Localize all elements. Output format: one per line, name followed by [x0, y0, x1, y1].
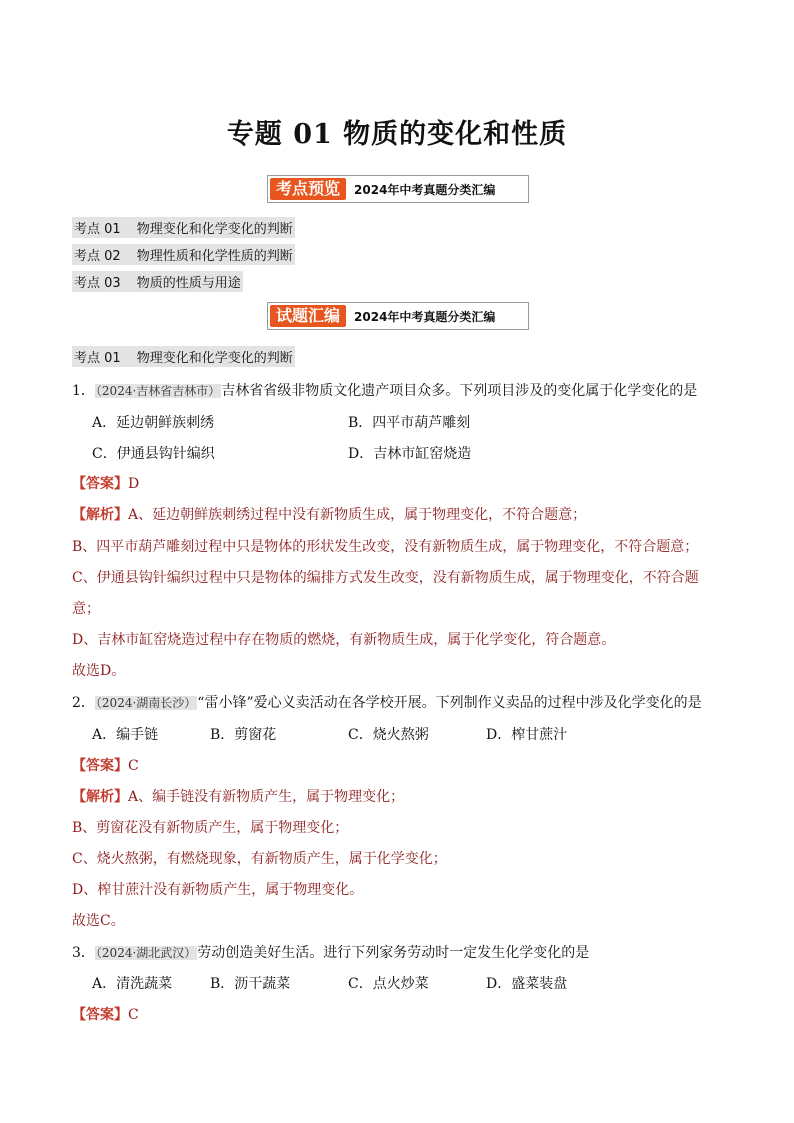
question-3-stem: 3．（2024·湖北武汉）劳动创造美好生活。进行下列家务劳动时一定发生化学变化的是	[72, 945, 590, 961]
answer: 【答案】D	[72, 476, 140, 492]
option: B．剪窗花	[210, 727, 277, 743]
section-heading: 考点 01 物理变化和化学变化的判断	[72, 346, 295, 367]
analysis-line: B、四平市葫芦雕刻过程中只是物体的形状发生改变，没有新物质生成，属于物理变化，不符合题意；	[72, 539, 699, 555]
page-title: 专题 01 物质的变化和性质	[226, 119, 568, 150]
analysis-line: 【解析】A、编手链没有新物质产生，属于物理变化；	[72, 789, 405, 805]
conclusion: 故选C。	[72, 913, 125, 929]
option: A．延边朝鲜族刺绣	[92, 415, 215, 431]
option: B．四平市葫芦雕刻	[348, 415, 471, 431]
answer: 【答案】C	[72, 1007, 139, 1023]
banner-subtitle: 2024年中考真题分类汇编	[354, 182, 496, 197]
question-1-stem: 1．（2024·吉林省吉林市）吉林省省级非物质文化遗产项目众多。下列项目涉及的变化属于化学变化的是	[72, 383, 698, 399]
banner-tag: 考点预览	[270, 178, 346, 200]
question-2-stem: 2．（2024·湖南长沙）“雷小锋”爱心义卖活动在各学校开展。下列制作义卖品的过程中涉及化学变化的是	[72, 695, 702, 711]
preview-banner	[267, 175, 529, 203]
conclusion: 故选D。	[72, 663, 126, 679]
option: D．吉林市缸窑烧造	[348, 446, 472, 462]
option: A．清洗蔬菜	[92, 976, 173, 992]
option: D．盛菜装盘	[486, 976, 568, 992]
kaodian-item: 考点 01 物理变化和化学变化的判断	[72, 217, 295, 238]
banner-tag: 试题汇编	[270, 305, 346, 327]
kaodian-item: 考点 03 物质的性质与用途	[72, 271, 243, 292]
option: C．点火炒菜	[348, 976, 429, 992]
option: D．榨甘蔗汁	[486, 727, 568, 743]
analysis-line: D、榨甘蔗汁没有新物质产生，属于物理变化。	[72, 882, 364, 898]
answer: 【答案】C	[72, 758, 139, 774]
option: A．编手链	[92, 727, 159, 743]
banner-subtitle: 2024年中考真题分类汇编	[354, 309, 496, 324]
analysis-line: D、吉林市缸窑烧造过程中存在物质的燃烧，有新物质生成，属于化学变化，符合题意。	[72, 632, 616, 648]
kaodian-item: 考点 02 物理性质和化学性质的判断	[72, 244, 295, 265]
analysis-line: C、烧火熬粥，有燃烧现象，有新物质产生，属于化学变化；	[72, 851, 447, 867]
option: C．烧火熬粥	[348, 727, 429, 743]
analysis-line: C、伊通县钩针编织过程中只是物体的编排方式发生改变，没有新物质生成，属于物理变化，不符合题	[72, 570, 699, 586]
option: B．沥干蔬菜	[210, 976, 291, 992]
questions-banner	[267, 302, 529, 330]
analysis-line: B、剪窗花没有新物质产生，属于物理变化；	[72, 820, 349, 836]
option: C．伊通县钩针编织	[92, 446, 215, 462]
analysis-line: 意；	[72, 601, 100, 617]
analysis-line: 【解析】A、延边朝鲜族刺绣过程中没有新物质生成，属于物理变化，不符合题意；	[72, 507, 587, 523]
